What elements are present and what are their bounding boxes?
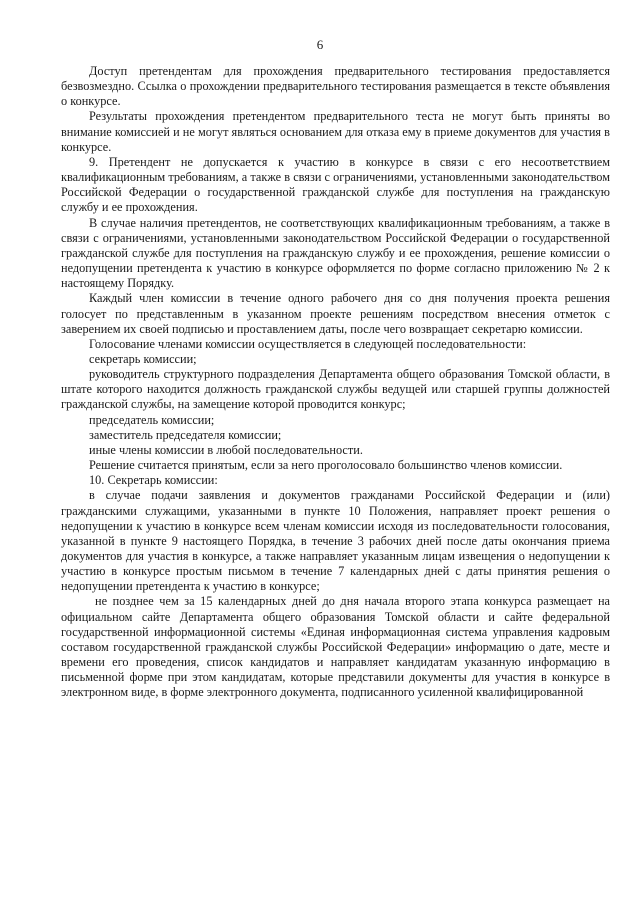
list-item-deputy-chairman: заместитель председателя комиссии; <box>89 427 282 442</box>
paragraph-member-voting: Каждый член комиссии в течение одного рабочего дня со дня получения проекта решения голосует по представленным в указанном проекте решениям посредством внесения отметок с заверением их своей подписью и проставлением даты, после чего возвращает секретарю комиссии. <box>61 291 610 336</box>
paragraph-secretary-duty-1: в случае подачи заявления и документов гражданами Российской Федерации и (или) гражданскими служащими, указанными в пункте 10 Положения, направляет проект решения о недопущении к участию в конкурсе всем членам комиссии исходя из последовательности голосования, указанной в пункте 9 настоящего Порядка, в течение 3 рабочих дней после даты окончания приема документов для участия в конкурсе, а также направляет указанным лицам извещения о недопущении к участию в конкурсе простым письмом в течение 7 календарных дней с даты принятия решения о недопущении претендента к участию в конкурсе; <box>61 488 610 594</box>
paragraph-non-compliance-decision: В случае наличия претендентов, не соответствующих квалификационным требованиям, а также в связи с ограничениями, установленными законодательством Российской Федерации о государственной гражданской службе для поступления на гражданскую службу и ее прохождения, решение комиссии о недопущении претендента к участию в конкурсе оформляется по форме согласно приложению № 2 к настоящему Порядку. <box>61 215 610 291</box>
document-body <box>61 64 610 701</box>
paragraph-voting-order: Голосование членами комиссии осуществляется в следующей последовательности: <box>89 336 527 351</box>
page-number: 6 <box>316 37 324 52</box>
paragraph-test-results: Результаты прохождения претендентом предварительного теста не могут быть приняты во внимание комиссией и не могут являться основанием для отказа ему в приеме документов для участия в конкурсе. <box>61 109 610 154</box>
list-item-other-members: иные члены комиссии в любой последовательности. <box>89 442 363 457</box>
list-item-secretary: секретарь комиссии; <box>89 351 197 366</box>
paragraph-secretary-duty-2: не позднее чем за 15 календарных дней до дня начала второго этапа конкурса размещает на официальном сайте Департамента общего образования Томской области и сайте федеральной государственной информационной системы «Единая информационная система управления кадровым составом государственной гражданской службы Российской Федерации» информацию о дате, месте и времени его проведения, список кандидатов и направляет кандидатам указанную информацию в письменной форме при этом кандидатам, которые представили документы для участия в конкурсе в электронном виде, в форме электронного документа, подписанного усиленной квалифицированной <box>61 594 610 700</box>
list-item-department-head: руководитель структурного подразделения Департамента общего образования Томской области, в штате которого находится должность гражданской службы ведущей или старшей группы должностей гражданской службы, на замещение которой проводится конкурс; <box>61 367 610 412</box>
paragraph-decision-majority: Решение считается принятым, если за него проголосовало большинство членов комиссии. <box>89 458 563 473</box>
list-item-chairman: председатель комиссии; <box>89 412 215 427</box>
paragraph-item-10: 10. Секретарь комиссии: <box>89 473 218 488</box>
paragraph-testing-access: Доступ претендентам для прохождения предварительного тестирования предоставляется безвозмездно. Ссылка о прохождении предварительного тестирования размещается в тексте объявления о конкурсе. <box>61 64 610 109</box>
paragraph-item-9: 9. Претендент не допускается к участию в конкурсе в связи с его несоответствием квалификационным требованиям, а также в связи с ограничениями, установленными законодательством Российской Федерации о государственной гражданской службе для поступления на гражданскую службу и ее прохождения. <box>61 154 610 215</box>
